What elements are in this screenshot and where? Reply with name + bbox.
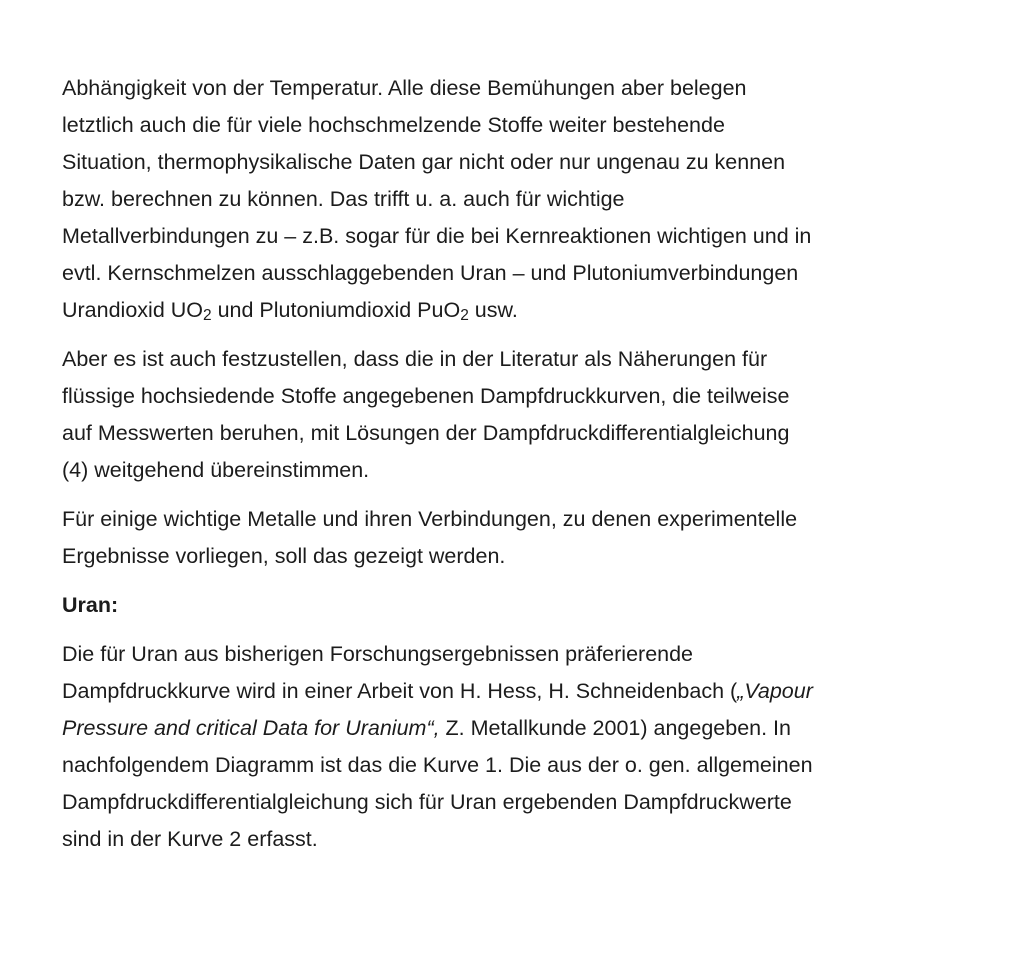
text-segment: usw. — [468, 298, 518, 322]
text-line — [62, 292, 992, 329]
text-segment: Z. Metallkunde 2001) angegeben. In — [439, 716, 791, 740]
text-line: Dampfdruckdifferentialgleichung sich für Uran ergebenden Dampfdruckwerte — [62, 790, 792, 814]
text-line — [62, 673, 992, 710]
text-line: (4) weitgehend übereinstimmen. — [62, 458, 370, 482]
text-segment: Dampfdruckkurve wird in einer Arbeit von H. Hess, H. Schneidenbach ( — [62, 679, 738, 703]
text-segment: Urandioxid UO — [62, 298, 203, 322]
text-line: bzw. berechnen zu können. Das trifft u. a. auch für wichtige — [62, 187, 625, 211]
text-line: sind in der Kurve 2 erfasst. — [62, 827, 318, 851]
paragraph-uranium-curve — [62, 636, 992, 858]
text-line: evtl. Kernschmelzen ausschlaggebenden Uran – und Plutoniumverbindungen — [62, 261, 799, 285]
paragraph-vapour-pressure-curves — [62, 341, 992, 489]
text-line: flüssige hochsiedende Stoffe angegebenen Dampfdruckkurven, die teilweise — [62, 384, 790, 408]
paragraph-metals-intro — [62, 501, 992, 575]
citation-title: Pressure and critical Data for Uranium“, — [62, 716, 440, 740]
text-line: Abhängigkeit von der Temperatur. Alle diese Bemühungen aber belegen — [62, 76, 747, 100]
section-heading-uran: Uran: — [62, 593, 119, 617]
paragraph-thermophysical-data — [62, 70, 992, 329]
text-line: Für einige wichtige Metalle und ihren Verbindungen, zu denen experimentelle — [62, 507, 798, 531]
subscript: 2 — [203, 307, 212, 325]
text-line: nachfolgendem Diagramm ist das die Kurve 1. Die aus der o. gen. allgemeinen — [62, 753, 813, 777]
text-line: Metallverbindungen zu – z.B. sogar für die bei Kernreaktionen wichtigen und in — [62, 224, 812, 248]
text-line: letztlich auch die für viele hochschmelzende Stoffe weiter bestehende — [62, 113, 725, 137]
text-line: auf Messwerten beruhen, mit Lösungen der Dampfdruckdifferentialgleichung — [62, 421, 790, 445]
text-line: Ergebnisse vorliegen, soll das gezeigt werden. — [62, 544, 506, 568]
text-segment: und Plutoniumdioxid PuO — [211, 298, 461, 322]
text-line — [62, 710, 992, 747]
text-line: Die für Uran aus bisherigen Forschungsergebnissen präferierende — [62, 642, 694, 666]
subscript: 2 — [460, 307, 469, 325]
document-page — [62, 70, 992, 870]
text-line: Situation, thermophysikalische Daten gar nicht oder nur ungenau zu kennen — [62, 150, 786, 174]
citation-title: „Vapour — [737, 679, 813, 703]
text-line: Aber es ist auch festzustellen, dass die in der Literatur als Näherungen für — [62, 347, 768, 371]
